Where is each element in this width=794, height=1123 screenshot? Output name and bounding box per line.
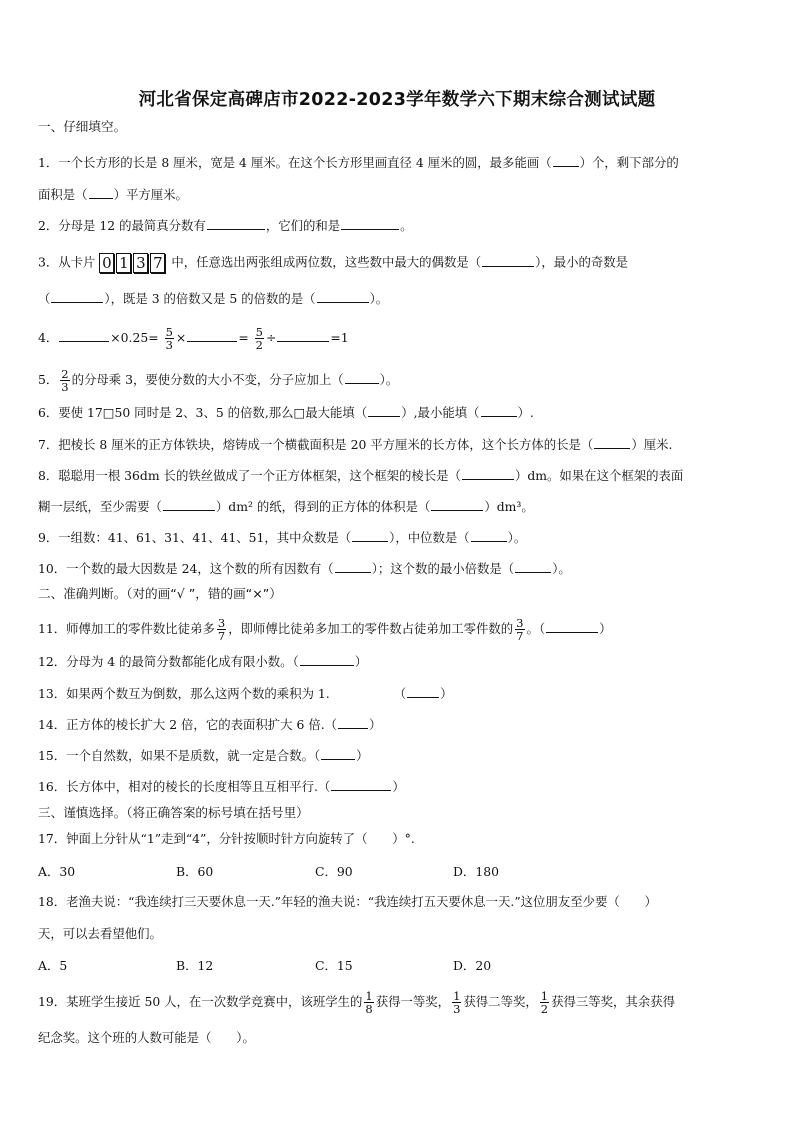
section-1-heading: 一、仔细填空。 (38, 119, 127, 134)
answer-blank[interactable] (51, 290, 103, 303)
fraction: $\frac{1}{8}$ (365, 989, 373, 1016)
q18-option-a[interactable]: A．5 (38, 958, 68, 973)
answer-blank[interactable] (338, 716, 368, 729)
question-6: 6．要使 17□50 同时是 2、3、5 的倍数,那么□最大能填（ ）,最小能填（ ）. (38, 405, 534, 420)
answer-blank[interactable] (407, 685, 439, 698)
answer-blank[interactable] (546, 620, 598, 633)
fraction: $\frac{5}{3}$ (165, 325, 173, 352)
question-3-line-2: （ ），既是 3 的倍数又是 5 的倍数的是（ ）。 (38, 291, 389, 306)
q17-option-a[interactable]: A．30 (38, 864, 76, 879)
question-2: 2．分母是 12 的最简真分数有 ，它们的和是 。 (38, 218, 413, 233)
q18-option-c[interactable]: C．15 (315, 958, 353, 973)
question-7: 7．把棱长 8 厘米的正方体铁块，熔铸成一个横截面积是 20 平方厘米的长方体，这个长方体的长是（ ）厘米. (38, 437, 673, 452)
answer-blank[interactable] (335, 560, 371, 573)
answer-blank[interactable] (331, 778, 391, 791)
question-17: 17．钟面上分针从“1”走到“4”，分针按顺时针方向旋转了（ ）°. (38, 831, 415, 846)
q17-option-d[interactable]: D．180 (453, 864, 499, 879)
fraction: $\frac{1}{2}$ (540, 989, 549, 1016)
question-8-line-2: 糊一层纸，至少需要（ ）dm² 的纸，得到的正方体的体积是（ ）dm³。 (38, 499, 534, 514)
q18-option-d[interactable]: D．20 (453, 958, 492, 973)
q18-option-b[interactable]: B．12 (176, 958, 214, 973)
answer-blank[interactable] (187, 329, 237, 342)
q17-option-b[interactable]: B．60 (176, 864, 214, 879)
question-13: 13．如果两个数互为倒数，那么这两个数的乘积为 1. （ ） (38, 686, 453, 701)
answer-blank[interactable] (163, 498, 215, 511)
question-11: 11．师傅加工的零件数比徒弟多 $\frac{3}{7}$ ，即师傅比徒弟多加工的零件数占徒弟加工零件数的 $\frac{3}{7}$ 。（ ） (38, 616, 612, 643)
answer-blank[interactable] (300, 653, 354, 666)
digit-card: 1 (116, 253, 131, 273)
answer-blank[interactable] (59, 329, 109, 342)
question-19-line-1: 19．某班学生接近 50 人，在一次数学竞赛中，该班学生的 $\frac{1}{8}$ 获得一等奖， $\frac{1}{3}$ 获得二等奖， $\frac{1}{2}$ 获得三等奖，其余获得 (38, 989, 675, 1016)
answer-blank[interactable] (471, 529, 507, 542)
question-18-line-1: 18．老渔夫说：“我连续打三天要休息一天.”年轻的渔夫说：“我连续打五天要休息一天.”这位朋友至少要（ ） (38, 894, 657, 909)
question-15: 15．一个自然数，如果不是质数，就一定是合数。（ ） (38, 748, 369, 763)
question-1-line-1: 1．一个长方形的长是 8 厘米，宽是 4 厘米。在这个长方形里画直径 4 厘米的圆，最多能画（ ）个，剩下部分的 (38, 155, 679, 170)
digit-card: 0 (99, 253, 114, 273)
answer-blank[interactable] (368, 404, 400, 417)
question-3-line-1: 3．从卡片 0 1 3 7 中，任意选出两张组成两位数，这些数中最大的偶数是（ ），最小的奇数是 (38, 254, 629, 272)
question-5: 5． $\frac{2}{3}$ 的分母乘 3，要使分数的大小不变，分子应加上（ ）。 (38, 367, 399, 394)
answer-blank[interactable] (89, 186, 113, 199)
question-9: 9．一组数：41、61、31、41、41、51，其中众数是（ ），中位数是（ ）。 (38, 530, 527, 545)
page-title: 河北省保定高碑店市2022-2023学年数学六下期末综合测试试题 (138, 90, 656, 110)
answer-blank[interactable] (352, 529, 388, 542)
q17-option-c[interactable]: C．90 (315, 864, 353, 879)
answer-blank[interactable] (481, 404, 517, 417)
answer-blank[interactable] (345, 371, 379, 384)
question-14: 14．正方体的棱长扩大 2 倍，它的表面积扩大 6 倍.（ ） (38, 717, 382, 732)
fraction: $\frac{3}{7}$ (516, 616, 524, 643)
answer-blank[interactable] (431, 498, 483, 511)
question-8-line-1: 8．聪聪用一根 36dm 长的铁丝做成了一个正方体框架，这个框架的棱长是（ ）dm。如果在这个框架的表面 (38, 468, 684, 483)
answer-blank[interactable] (594, 436, 630, 449)
question-10: 10．一个数的最大因数是 24，这个数的所有因数有（ ）；这个数的最小倍数是（ ）。 (38, 561, 571, 576)
fraction: $\frac{1}{3}$ (453, 989, 461, 1016)
answer-blank[interactable] (207, 217, 265, 230)
section-3-heading: 三、谨慎选择。（将正确答案的标号填在括号里） (38, 805, 309, 820)
question-18-line-2: 天，可以去看望他们。 (38, 926, 162, 941)
answer-blank[interactable] (462, 467, 514, 480)
question-4: 4． ×0.25= $\frac{5}{3}$ × = $\frac{5}{2}$ ÷ =1 (38, 325, 349, 352)
question-16: 16．长方体中，相对的棱长的长度相等且互相平行.（ ） (38, 779, 405, 794)
answer-blank[interactable] (317, 290, 369, 303)
answer-blank[interactable] (341, 217, 399, 230)
fraction: $\frac{2}{3}$ (61, 367, 69, 394)
question-19-line-2: 纪念奖。这个班的人数可能是（ ）。 (38, 1030, 255, 1045)
answer-blank[interactable] (321, 747, 355, 760)
answer-blank[interactable] (277, 329, 329, 342)
fraction: $\frac{5}{2}$ (255, 325, 263, 352)
digit-card: 7 (150, 253, 165, 273)
answer-blank[interactable] (553, 154, 579, 167)
answer-blank[interactable] (515, 560, 551, 573)
fraction: $\frac{3}{7}$ (217, 616, 226, 643)
digit-card: 3 (133, 253, 148, 273)
question-1-line-2: 面积是（ ）平方厘米。 (38, 187, 188, 202)
question-12: 12．分母为 4 的最简分数都能化成有限小数。（ ） (38, 654, 368, 669)
section-2-heading: 二、准确判断。（对的画“√ ”，错的画“×”） (38, 586, 282, 601)
answer-blank[interactable] (482, 254, 534, 267)
